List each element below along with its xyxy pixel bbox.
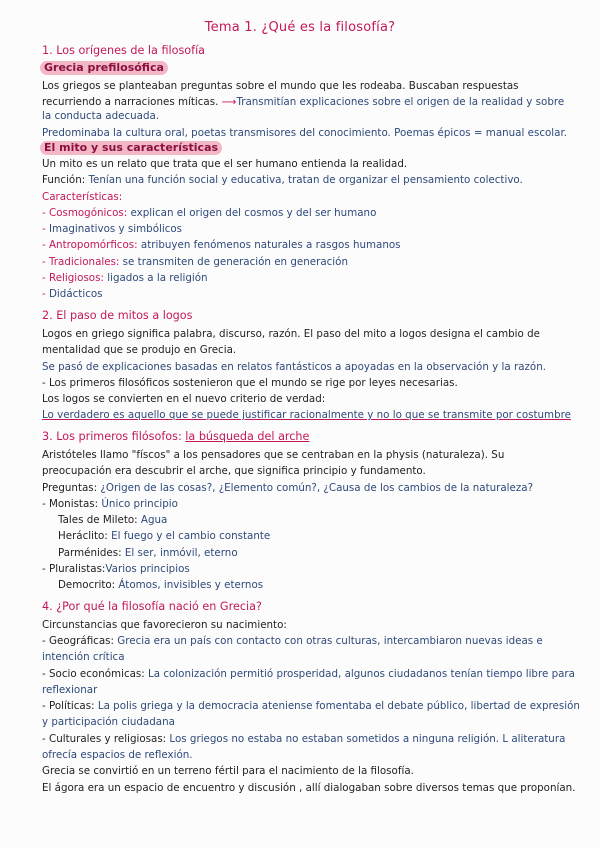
- paragraph: [42, 173, 523, 187]
- paragraph: [42, 95, 564, 109]
- paragraph: El ágora era un espacio de encuentro y discusión , allí dialogaban sobre diversos temas que proponían.: [42, 782, 576, 794]
- paragraph: y participación ciudadana: [42, 716, 175, 728]
- text: Tenían una función social y educativa, tratan de organizar el pensamiento colectivo.: [85, 174, 523, 186]
- paragraph: mentalidad que se produjo en Grecia.: [42, 344, 237, 356]
- text: recurriendo a narraciones míticas.: [42, 96, 219, 108]
- paragraph: Lo verdadero es aquello que se puede justificar racionalmente y no lo que se transmite por costumbre: [42, 409, 571, 421]
- heading-text: 3. Los primeros filósofos:: [42, 430, 182, 443]
- section-1-heading: 1. Los orígenes de la filosofía: [42, 44, 206, 57]
- heading-text: la búsqueda del arche: [185, 430, 310, 443]
- list-item: - Geográficas: Grecia era un país con contacto con otras culturas, intercambiaron nuevas ideas e: [42, 635, 543, 647]
- list-item: Heráclito: El fuego y el cambio constante: [58, 530, 271, 542]
- section-2-heading: 2. El paso de mitos a logos: [42, 309, 193, 322]
- paragraph: Circunstancias que favorecieron su nacimiento:: [42, 619, 287, 631]
- paragraph: Logos en griego significa palabra, discurso, razón. El paso del mito a logos designa el cambio de: [42, 328, 540, 340]
- section-4-heading: 4. ¿Por qué la filosofía nació en Grecia?: [42, 600, 262, 613]
- paragraph: Un mito es un relato que trata que el ser humano entienda la realidad.: [42, 158, 408, 170]
- list-item: Tales de Mileto: Agua: [58, 514, 168, 526]
- label: Características:: [42, 191, 123, 203]
- list-item: - Socio económicas: La colonización permitió prosperidad, algunos ciudadanos tenían tiempo libre para: [42, 668, 575, 680]
- paragraph: preocupación era descubrir el arche, que significa principio y fundamento.: [42, 465, 426, 477]
- label: Función:: [42, 174, 86, 186]
- list-item: - Culturales y religiosas: Los griegos no estaba no estaban sometidos a ninguna religión. L aliteratura: [42, 733, 566, 745]
- list-item: - Religiosos: ligados a la religión: [42, 272, 208, 284]
- paragraph: reflexionar: [42, 684, 98, 696]
- subheading-grecia-prefilosofica: [40, 61, 168, 75]
- list-item: - Didácticos: [42, 288, 103, 300]
- list-item: Parménides: El ser, inmóvil, eterno: [58, 547, 238, 559]
- paragraph: intención crítica: [42, 651, 125, 663]
- page-title: Tema 1. ¿Qué es la filosofía?: [204, 20, 396, 35]
- paragraph: la conducta adecuada.: [42, 110, 160, 122]
- paragraph: Grecia se convirtió en un terreno fértil para el nacimiento de la filosofía.: [42, 765, 414, 777]
- list-item: - Pluralistas:Varios principios: [42, 563, 190, 575]
- subheading-text: Grecia prefilosófica: [44, 61, 164, 74]
- paragraph: ofrecía espacios de reflexión.: [42, 749, 193, 761]
- list-item: - Imaginativos y simbólicos: [42, 223, 183, 235]
- subheading-text: El mito y sus características: [44, 141, 219, 154]
- paragraph: Preguntas: ¿Origen de las cosas?, ¿Elemento común?, ¿Causa de los cambios de la naturaleza?: [42, 482, 534, 494]
- list-item: Democrito: Átomos, invisibles y eternos: [58, 579, 264, 591]
- paragraph: - Los primeros filosóficos sostenieron que el mundo se rige por leyes necesarias.: [42, 377, 458, 389]
- arrow-right-icon: ⟶: [221, 96, 237, 108]
- list-item: - Políticas: La polis griega y la democracia ateniense fomentaba el debate público, libertad de expresión: [42, 700, 580, 712]
- paragraph: Se pasó de explicaciones basadas en relatos fantásticos a apoyadas en la observación y la razón.: [42, 361, 547, 373]
- paragraph: Predominaba la cultura oral, poetas transmisores del conocimiento. Poemas épicos = manual escolar.: [42, 127, 568, 139]
- section-3-heading: [42, 430, 309, 444]
- list-item: - Tradicionales: se transmiten de generación en generación: [42, 256, 348, 268]
- list-item: - Antropomórficos: atribuyen fenómenos naturales a rasgos humanos: [42, 239, 401, 251]
- paragraph: Los logos se convierten en el nuevo criterio de verdad:: [42, 393, 326, 405]
- subheading-mito: [40, 141, 222, 155]
- list-item: - Monistas: Único principio: [42, 498, 178, 510]
- text: Transmitían explicaciones sobre el origen de la realidad y sobre: [236, 96, 565, 108]
- paragraph: Aristóteles llamo "físcos" a los pensadores que se centraban en la physis (naturaleza). Su: [42, 449, 505, 461]
- list-item: - Cosmogónicos: explican el origen del cosmos y del ser humano: [42, 207, 377, 219]
- paragraph: Los griegos se planteaban preguntas sobre el mundo que les rodeaba. Buscaban respuestas: [42, 80, 519, 92]
